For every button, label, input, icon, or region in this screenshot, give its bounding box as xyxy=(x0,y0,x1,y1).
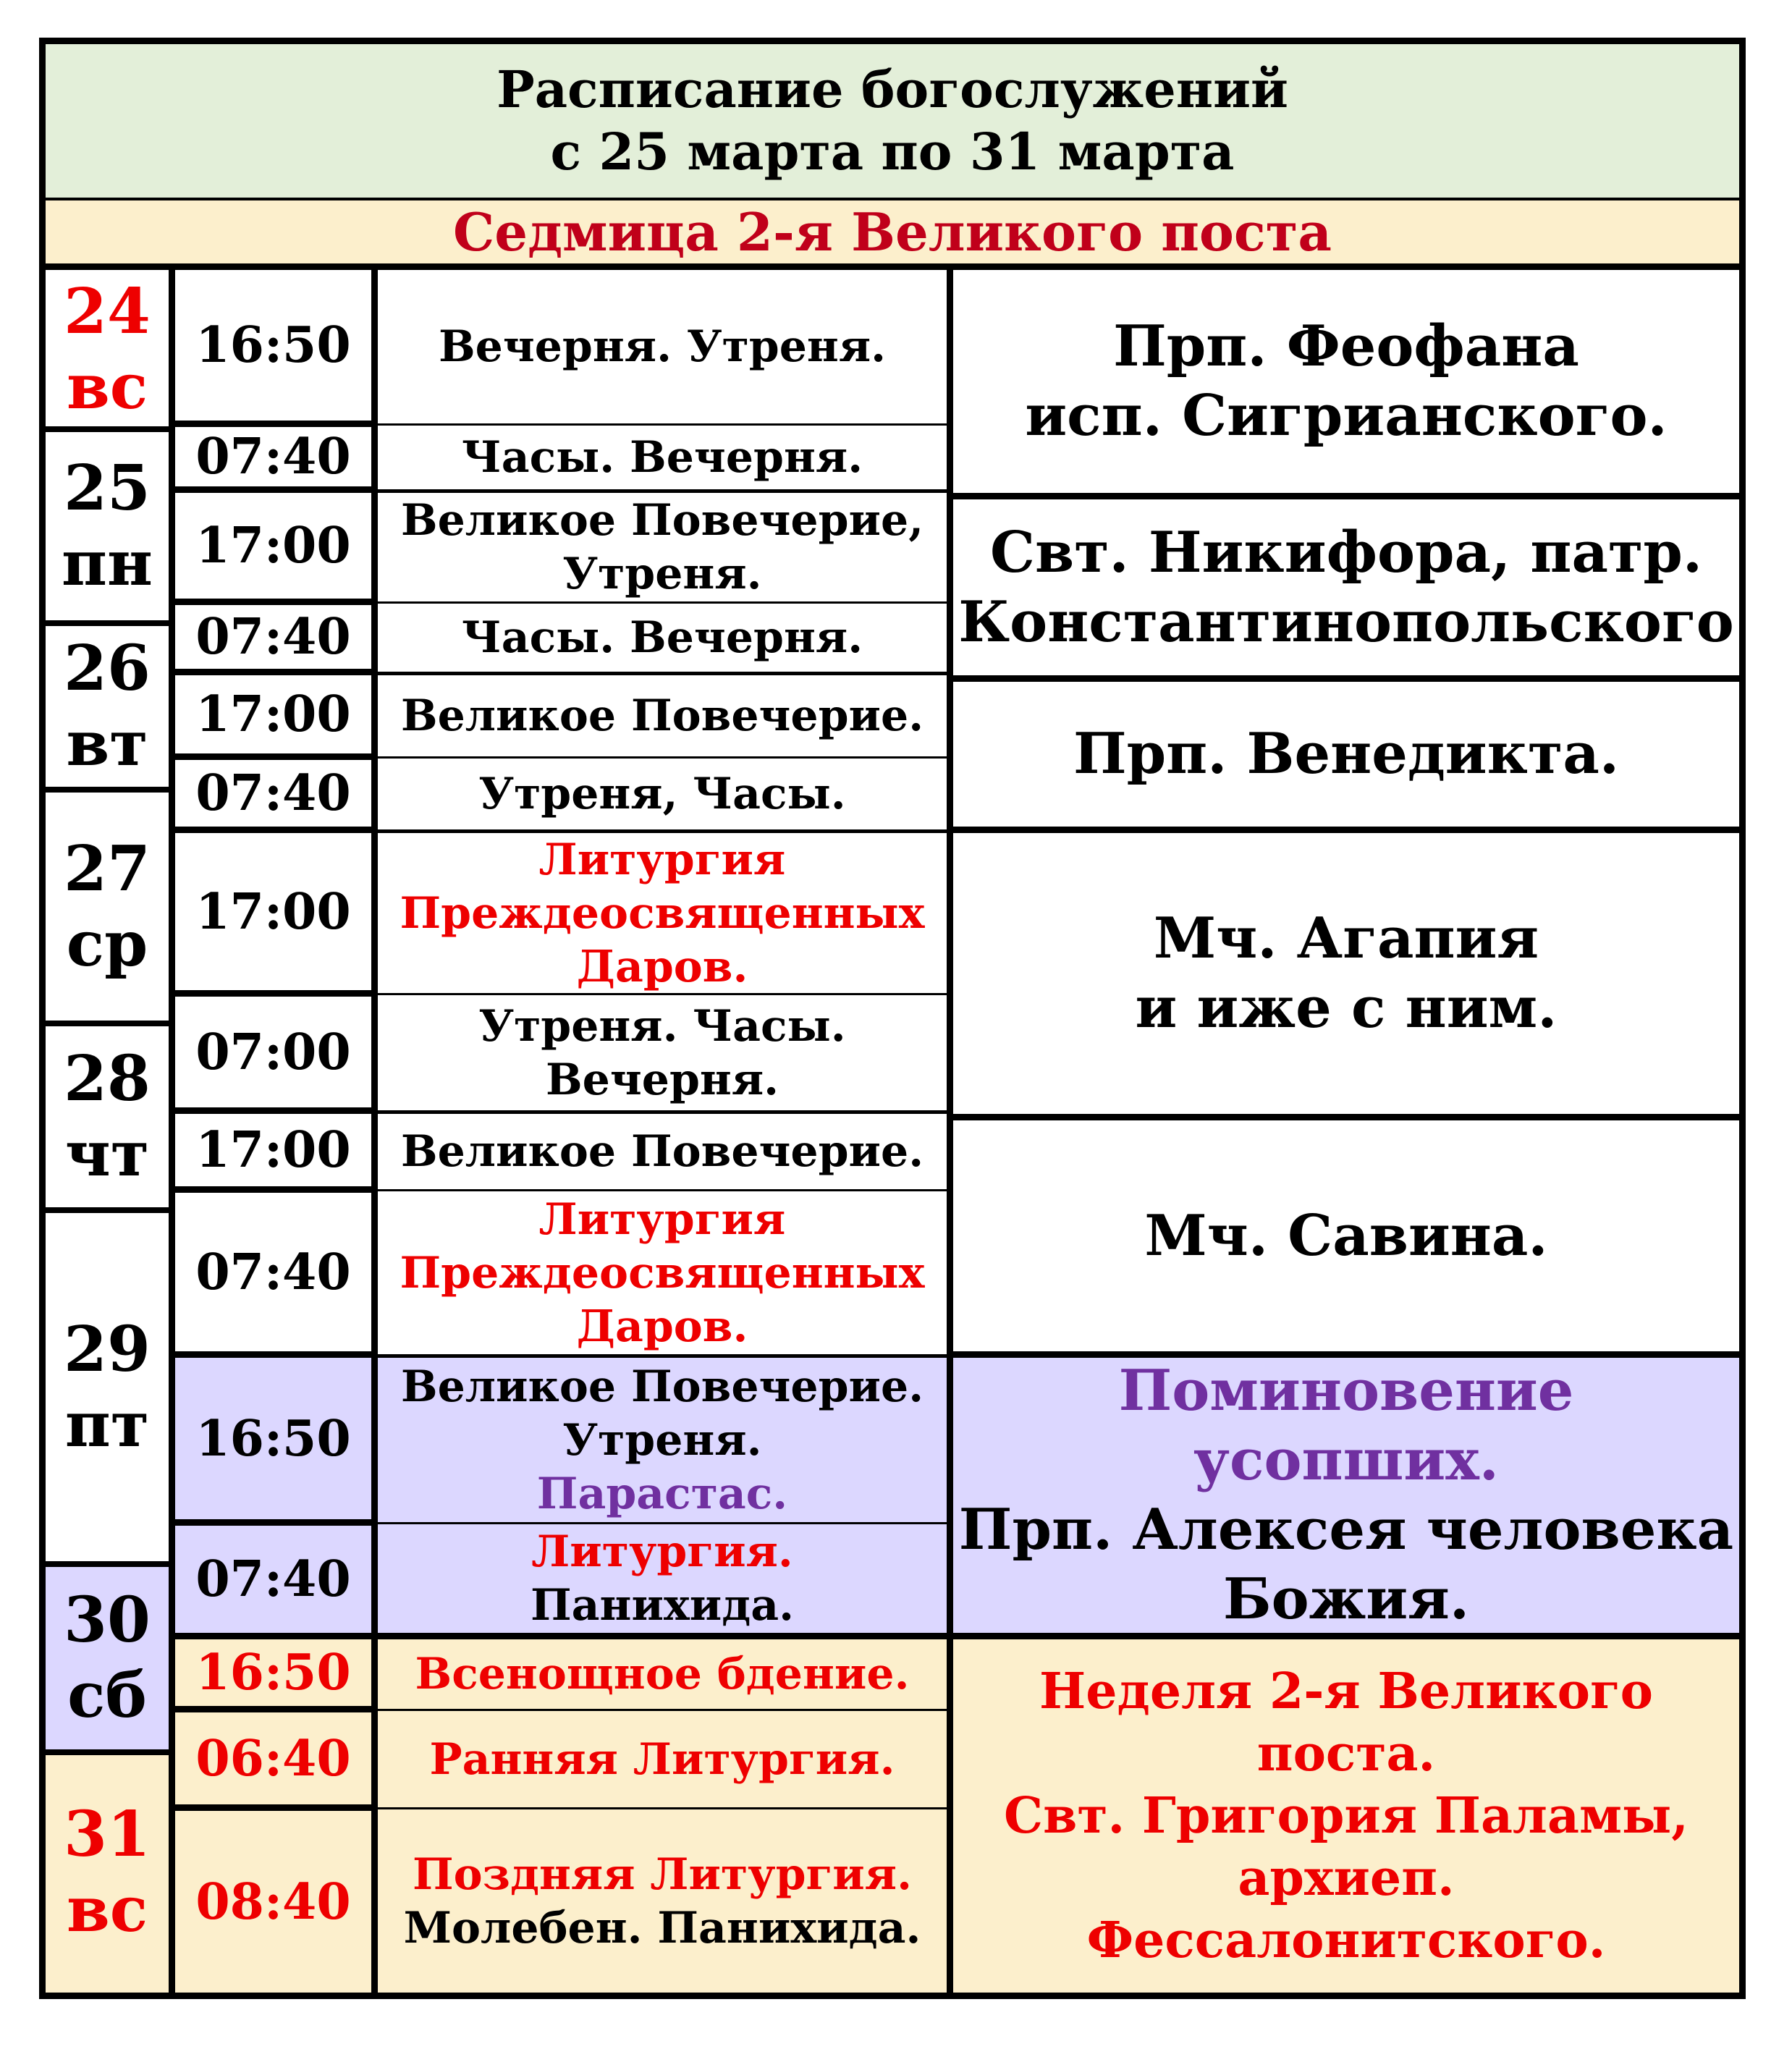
grid-line xyxy=(953,1351,1739,1358)
grid-line xyxy=(378,993,947,995)
grid-line xyxy=(169,270,175,1993)
grid-line xyxy=(175,1804,371,1811)
saint-line: архиеп. xyxy=(1238,1849,1455,1907)
service-name xyxy=(378,1358,947,1522)
grid-line xyxy=(175,1706,371,1712)
saint-commemoration xyxy=(953,270,1739,493)
grid-line xyxy=(378,1522,947,1524)
service-line: Парастас. xyxy=(536,1468,788,1519)
service-time: 07:40 xyxy=(195,428,351,486)
service-line: Поздняя Литургия. xyxy=(413,1849,912,1900)
saint-commemoration xyxy=(953,499,1739,675)
grid-line xyxy=(175,669,371,675)
day-number: 30 xyxy=(64,1584,151,1657)
service-time: 07:40 xyxy=(195,764,351,822)
service-line: Литургия. xyxy=(531,1526,793,1577)
grid-line xyxy=(175,599,371,605)
grid-line xyxy=(46,1749,169,1755)
saint-line: Прп. Феофана xyxy=(1113,313,1579,379)
service-name xyxy=(378,995,947,1110)
grid-line xyxy=(175,753,371,760)
grid-line xyxy=(175,486,371,493)
service-line: Утреня. xyxy=(562,549,762,599)
grid-line xyxy=(46,1021,169,1026)
service-time: 17:00 xyxy=(195,882,351,941)
schedule-header xyxy=(46,44,1739,198)
service-name xyxy=(378,426,947,489)
saint-line: Прп. Венедикта. xyxy=(1073,721,1620,787)
day-of-week: ср xyxy=(66,907,148,981)
day-cell-29 xyxy=(46,1210,169,1564)
day-number: 31 xyxy=(64,1798,151,1871)
day-number: 28 xyxy=(64,1042,151,1115)
grid-line xyxy=(46,620,169,626)
service-line: Вечерня. xyxy=(545,1054,779,1105)
service-time: 17:00 xyxy=(195,1121,351,1179)
saint-commemoration xyxy=(953,682,1739,827)
grid-line xyxy=(378,1110,947,1114)
grid-line xyxy=(947,270,953,1993)
service-time: 08:40 xyxy=(175,1811,371,1993)
service-line: Даров. xyxy=(576,941,748,992)
grid-line xyxy=(175,1633,371,1639)
title-line-2: с 25 марта по 31 марта xyxy=(550,122,1235,182)
service-line: Великое Повечерие. xyxy=(400,690,924,741)
service-line: Панихида. xyxy=(531,1580,794,1631)
service-name xyxy=(378,493,947,601)
saint-line: Неделя 2-я Великого xyxy=(1039,1663,1653,1720)
day-of-week: чт xyxy=(64,1118,150,1191)
day-cell-30 xyxy=(46,1564,169,1752)
day-of-week: вс xyxy=(66,1873,148,1946)
service-line: Великое Повечерие. xyxy=(400,1126,924,1177)
service-time: 07:40 xyxy=(195,608,351,666)
grid-line xyxy=(371,270,378,1993)
day-cell-24 xyxy=(46,270,169,429)
grid-line xyxy=(953,675,1739,682)
grid-line xyxy=(175,827,371,833)
grid-line xyxy=(175,1186,371,1193)
saint-line: исп. Сигрианского. xyxy=(1025,383,1668,449)
saint-line: Прп. Алексея человека xyxy=(958,1497,1734,1563)
day-number: 29 xyxy=(64,1312,151,1386)
saint-line: Свт. Григория Паламы, xyxy=(1004,1787,1689,1845)
saint-line: усопших. xyxy=(1193,1427,1499,1493)
service-name xyxy=(378,1639,947,1709)
saint-line: поста. xyxy=(1256,1725,1436,1783)
grid-line xyxy=(953,1633,1739,1639)
grid-line xyxy=(953,827,1739,833)
grid-line xyxy=(175,990,371,997)
service-line: Ранняя Литургия. xyxy=(429,1733,895,1785)
service-line: Великое Повечерие. xyxy=(400,1361,924,1412)
saint-commemoration xyxy=(953,833,1739,1114)
day-of-week: вс xyxy=(66,350,148,423)
grid-line xyxy=(378,672,947,675)
service-line: Преждеосвященных xyxy=(400,1247,925,1298)
service-line: Вечерня. Утреня. xyxy=(438,321,887,372)
service-name xyxy=(378,270,947,423)
service-time: 17:00 xyxy=(195,685,351,743)
service-line: Часы. Вечерня. xyxy=(461,432,863,483)
day-cell-28 xyxy=(46,1023,169,1210)
saint-line: Свт. Никифора, патр. xyxy=(989,519,1703,586)
day-number: 24 xyxy=(64,275,151,348)
service-name xyxy=(378,1524,947,1633)
service-line: Литургия xyxy=(538,1194,786,1245)
week-title: Седмица 2-я Великого поста xyxy=(46,198,1739,270)
saint-line: Константинопольского xyxy=(958,588,1734,655)
saint-line: Мч. Савина. xyxy=(1144,1202,1548,1269)
grid-line xyxy=(175,1351,371,1358)
day-cell-31 xyxy=(46,1752,169,1993)
service-time: 07:00 xyxy=(195,1023,351,1081)
grid-line xyxy=(378,423,947,426)
grid-line xyxy=(378,1807,947,1809)
service-name xyxy=(378,675,947,756)
day-cell-26 xyxy=(46,623,169,790)
service-time: 07:40 xyxy=(175,1526,371,1633)
saint-commemoration xyxy=(953,1358,1739,1633)
grid-line xyxy=(378,1633,947,1639)
service-name xyxy=(378,833,947,993)
grid-line xyxy=(175,1107,371,1114)
service-line: Преждеосвященных xyxy=(400,887,925,939)
day-of-week: пн xyxy=(62,527,153,600)
service-name xyxy=(378,759,947,829)
service-time: 16:50 xyxy=(175,1639,371,1706)
grid-line xyxy=(46,1207,169,1213)
grid-line xyxy=(175,1519,371,1526)
title-line-1: Расписание богослужений xyxy=(496,59,1288,119)
day-of-week: пт xyxy=(64,1387,150,1461)
grid-line xyxy=(953,1114,1739,1120)
grid-line xyxy=(175,421,371,427)
day-number: 26 xyxy=(64,632,151,705)
day-cell-27 xyxy=(46,790,169,1023)
saint-commemoration xyxy=(953,1639,1739,1993)
day-of-week: вт xyxy=(66,707,148,780)
service-line: Даров. xyxy=(576,1301,748,1352)
service-name xyxy=(378,1809,947,1993)
service-line: Утреня, Часы. xyxy=(478,769,846,819)
saint-line: Мч. Агапия xyxy=(1153,905,1539,971)
grid-line xyxy=(378,756,947,759)
day-of-week: сб xyxy=(67,1659,147,1732)
day-cell-25 xyxy=(46,429,169,623)
service-line: Великое Повечерие, xyxy=(400,495,924,546)
service-time: 16:50 xyxy=(195,316,351,374)
grid-line xyxy=(378,1354,947,1358)
service-line: Литургия xyxy=(538,834,786,885)
service-line: Молебен. Панихида. xyxy=(403,1902,921,1953)
saint-commemoration xyxy=(953,1120,1739,1351)
service-time: 16:50 xyxy=(175,1358,371,1519)
saint-line: и иже с ним. xyxy=(1135,975,1558,1041)
service-line: Часы. Вечерня. xyxy=(461,612,863,663)
service-name xyxy=(378,604,947,672)
service-line: Утреня. Часы. xyxy=(478,1000,846,1052)
grid-line xyxy=(46,426,169,432)
grid-line xyxy=(378,601,947,604)
grid-line xyxy=(378,829,947,833)
service-line: Утреня. xyxy=(562,1414,762,1466)
grid-line xyxy=(46,1561,169,1567)
grid-line xyxy=(378,1709,947,1711)
grid-line xyxy=(378,489,947,493)
saint-line: Фессалонитского. xyxy=(1086,1911,1606,1969)
service-time: 07:40 xyxy=(195,1243,351,1301)
day-number: 25 xyxy=(64,452,151,525)
service-line: Всенощное бдение. xyxy=(415,1649,910,1699)
service-time: 17:00 xyxy=(195,517,351,575)
service-name xyxy=(378,1114,947,1189)
saint-line: Поминовение xyxy=(1118,1358,1574,1424)
grid-line xyxy=(953,493,1739,499)
service-name xyxy=(378,1191,947,1354)
saint-line: Божия. xyxy=(1222,1566,1470,1632)
grid-line xyxy=(378,1189,947,1191)
service-time: 06:40 xyxy=(175,1712,371,1804)
day-number: 27 xyxy=(64,832,151,905)
schedule-table xyxy=(39,38,1746,1999)
service-name xyxy=(378,1711,947,1807)
grid-line xyxy=(46,787,169,793)
